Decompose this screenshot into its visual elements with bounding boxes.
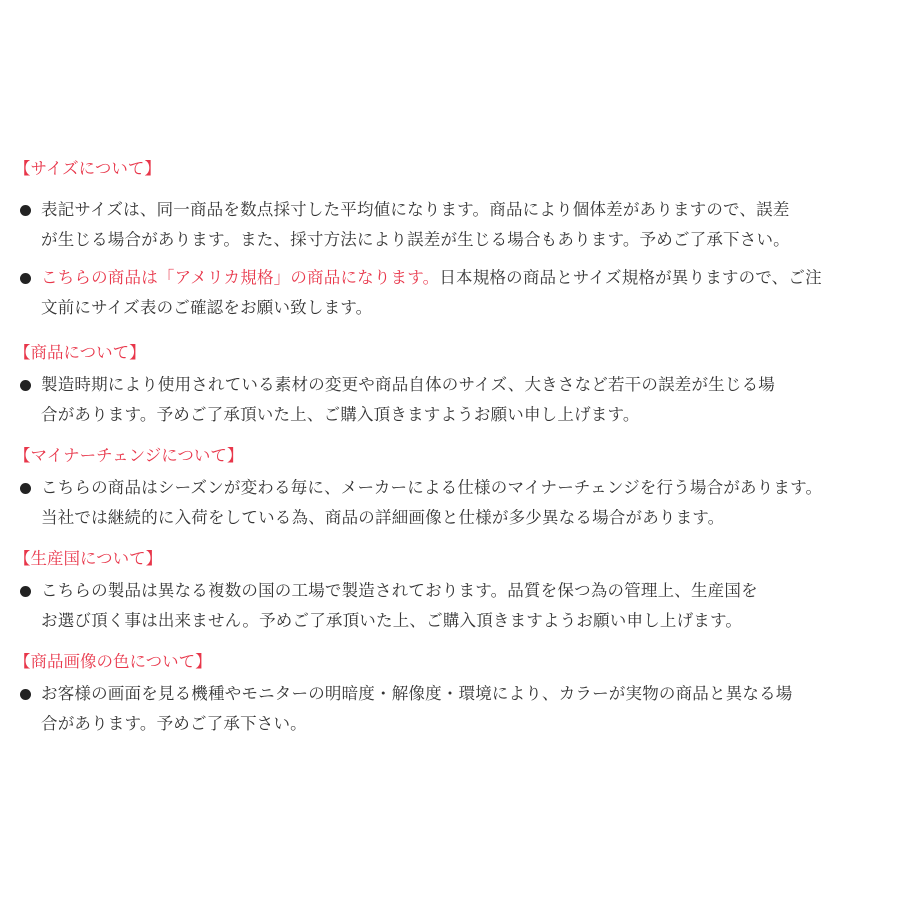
list-item: [14, 263, 886, 323]
section-image-color: [14, 651, 886, 739]
product-notice: [14, 158, 886, 739]
list-item: [14, 473, 886, 533]
item-text: 日本規格の商品とサイズ規格が異りますので、ご注: [439, 268, 822, 287]
section-country: [14, 548, 886, 636]
section-heading: 【商品について】: [14, 343, 146, 362]
item-text-line: 文前にサイズ表のご確認をお願い致します。: [41, 298, 373, 317]
list-item: [14, 576, 886, 636]
list-item: [14, 679, 886, 739]
item-text-line: こちらの製品は異なる複数の国の工場で製造されております。品質を保つ為の管理上、生産国を: [41, 581, 758, 600]
section-heading: 【サイズについて】: [14, 159, 161, 178]
section-minor-change: [14, 445, 886, 533]
bullet-icon: [20, 689, 31, 700]
item-text-line: 表記サイズは、同一商品を数点採寸した平均値になります。商品により個体差がありますので、誤差: [41, 200, 790, 219]
item-text-line: が生じる場合があります。また、採寸方法により誤差が生じる場合もあります。予めご了承下さい。: [41, 230, 790, 249]
item-text-line: [41, 263, 886, 293]
bullet-icon: [20, 380, 31, 391]
section-product: [14, 342, 886, 430]
item-text-line: 合があります。予めご了承頂いた上、ご購入頂きますようお願い申し上げます。: [41, 405, 640, 424]
bullet-icon: [20, 205, 31, 216]
item-text-line: 当社では継続的に入荷をしている為、商品の詳細画像と仕様が多少異なる場合があります。: [41, 508, 725, 527]
section-heading: 【生産国について】: [14, 549, 163, 568]
item-text-line: 合があります。予めご了承下さい。: [41, 714, 307, 733]
item-text-line: 製造時期により使用されている素材の変更や商品自体のサイズ、大きさなど若干の誤差が生じる場: [41, 375, 775, 394]
highlight-text: こちらの商品は「アメリカ規格」の商品になります。: [41, 268, 440, 287]
item-text-line: こちらの商品はシーズンが変わる毎に、メーカーによる仕様のマイナーチェンジを行う場合があります。: [41, 478, 823, 497]
item-text-line: お選び頂く事は出来ません。予めご了承頂いた上、ご購入頂きますようお願い申し上げます。: [41, 611, 743, 630]
bullet-icon: [20, 273, 31, 284]
bullet-icon: [20, 586, 31, 597]
item-text-line: お客様の画面を見る機種やモニターの明暗度・解像度・環境により、カラーが実物の商品と異なる場: [41, 684, 793, 703]
section-heading: 【商品画像の色について】: [14, 652, 212, 671]
section-heading: 【マイナーチェンジについて】: [14, 446, 244, 465]
section-size: [14, 158, 886, 323]
list-item: [14, 370, 886, 430]
bullet-icon: [20, 483, 31, 494]
list-item: [14, 195, 886, 255]
